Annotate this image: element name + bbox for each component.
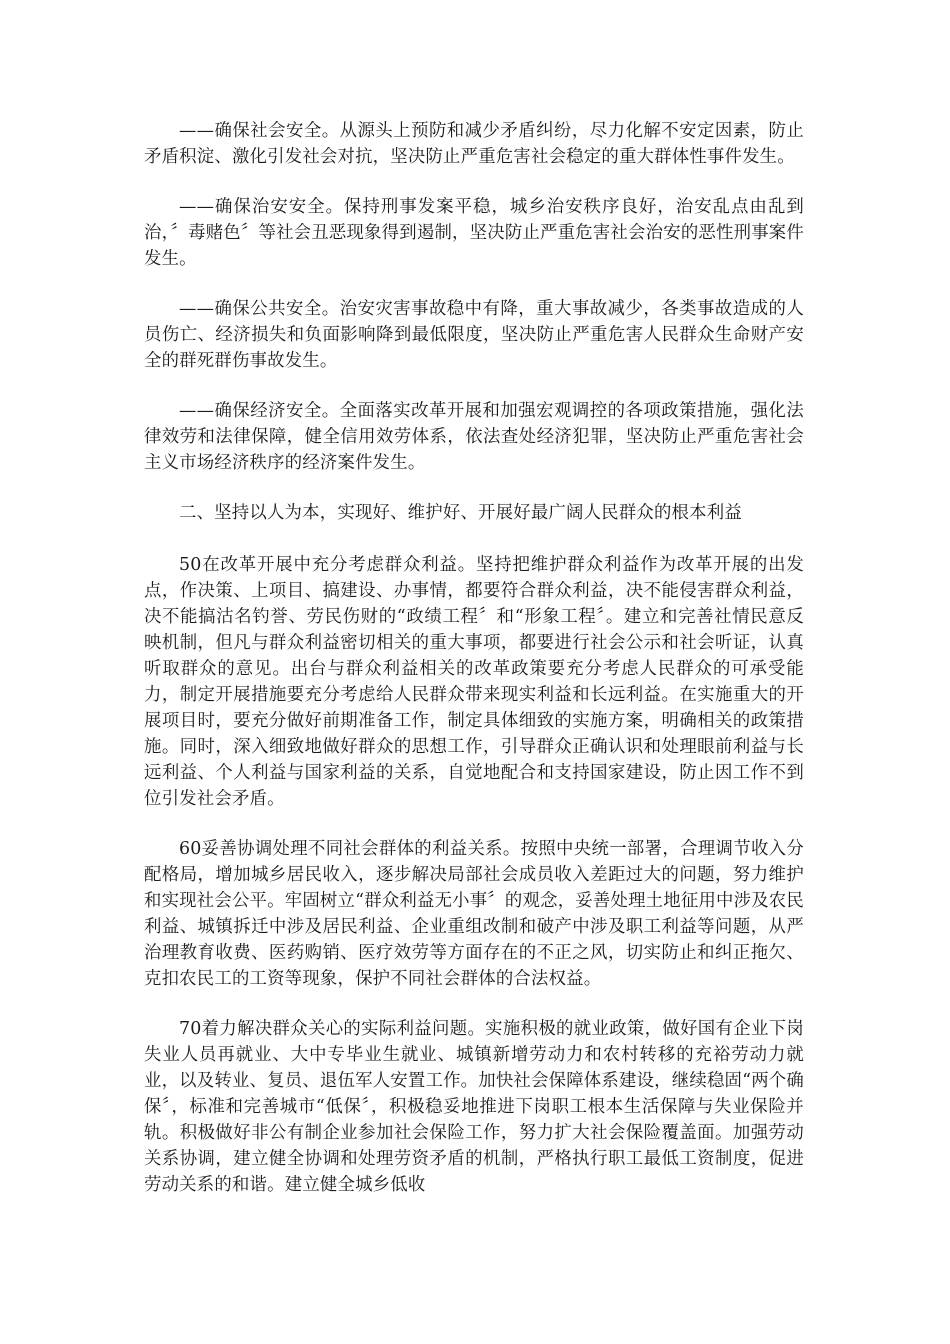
paragraph-economic-security: ——确保经济安全。全面落实改革开展和加强宏观调控的各项政策措施，强化法律效劳和法律保障，健全信用效劳体系，依法查处经济犯罪，坚决防止严重危害社会主义市场经济秩序的经济案件发生。 (144, 401, 804, 473)
paragraph-item-6: 60妥善协调处理不同社会群体的利益关系。按照中央统一部署，合理调节收入分配格局，增加城乡居民收入，逐步解决局部社会成员收入差距过大的问题，努力维护和实现社会公平。牢固树立“群众利益无小事〞的观念，妥善处理土地征用中涉及农民利益、城镇拆迁中涉及居民利益、企业重组改制和破产中涉及职工利益等问题，从严治理教育收费、医药购销、医疗效劳等方面存在的不正之风，切实防止和纠正拖欠、克扣农民工的工资等现象，保护不同社会群体的合法权益。 (144, 839, 804, 989)
paragraph-public-order-security: ——确保治安安全。保持刑事发案平稳，城乡治安秩序良好，治安乱点由乱到治，〞毒赌色〞等社会丑恶现象得到遏制，坚决防止严重危害社会治安的恶性刑事案件发生。 (144, 197, 804, 269)
paragraph-item-7: 70着力解决群众关心的实际利益问题。实施积极的就业政策，做好国有企业下岗失业人员再就业、大中专毕业生就业、城镇新增劳动力和农村转移的充裕劳动力就业，以及转业、复员、退伍军人安置工作。加快社会保障体系建设，继续稳固“两个确保〞，标准和完善城市“低保〞，积极稳妥地推进下岗职工根本生活保障与失业保险并轨。积极做好非公有制企业参加社会保险工作，努力扩大社会保险覆盖面。加强劳动关系协调，建立健全协调和处理劳资矛盾的机制，严格执行职工最低工资制度，促进劳动关系的和谐。建立健全城乡低收 (144, 1019, 804, 1195)
paragraph-social-security: ——确保社会安全。从源头上预防和减少矛盾纠纷，尽力化解不安定因素，防止矛盾积淀、激化引发社会对抗，坚决防止严重危害社会稳定的重大群体性事件发生。 (144, 121, 804, 167)
section-heading: 二、坚持以人为本，实现好、维护好、开展好最广阔人民群众的根本利益 (179, 503, 742, 523)
document-page (144, 118, 804, 1222)
paragraph-public-safety: ——确保公共安全。治安灾害事故稳中有降，重大事故减少，各类事故造成的人员伤亡、经济损失和负面影响降到最低限度，坚决防止严重危害人民群众生命财产安全的群死群伤事故发生。 (144, 299, 804, 371)
paragraph-item-5: 50在改革开展中充分考虑群众利益。坚持把维护群众利益作为改革开展的出发点，作决策、上项目、搞建设、办事情，都要符合群众利益，决不能侵害群众利益，决不能搞沽名钓誉、劳民伤财的“政绩工程〞和“形象工程〞。建立和完善社情民意反映机制，但凡与群众利益密切相关的重大事项，都要进行社会公示和社会听证，认真听取群众的意见。出台与群众利益相关的改革政策要充分考虑人民群众的可承受能力，制定开展措施要充分考虑给人民群众带来现实利益和长远利益。在实施重大的开展项目时，要充分做好前期准备工作，制定具体细致的实施方案，明确相关的政策措施。同时，深入细致地做好群众的思想工作，引导群众正确认识和处理眼前利益与长远利益、个人利益与国家利益的关系，自觉地配合和支持国家建设，防止因工作不到位引发社会矛盾。 (144, 555, 804, 809)
